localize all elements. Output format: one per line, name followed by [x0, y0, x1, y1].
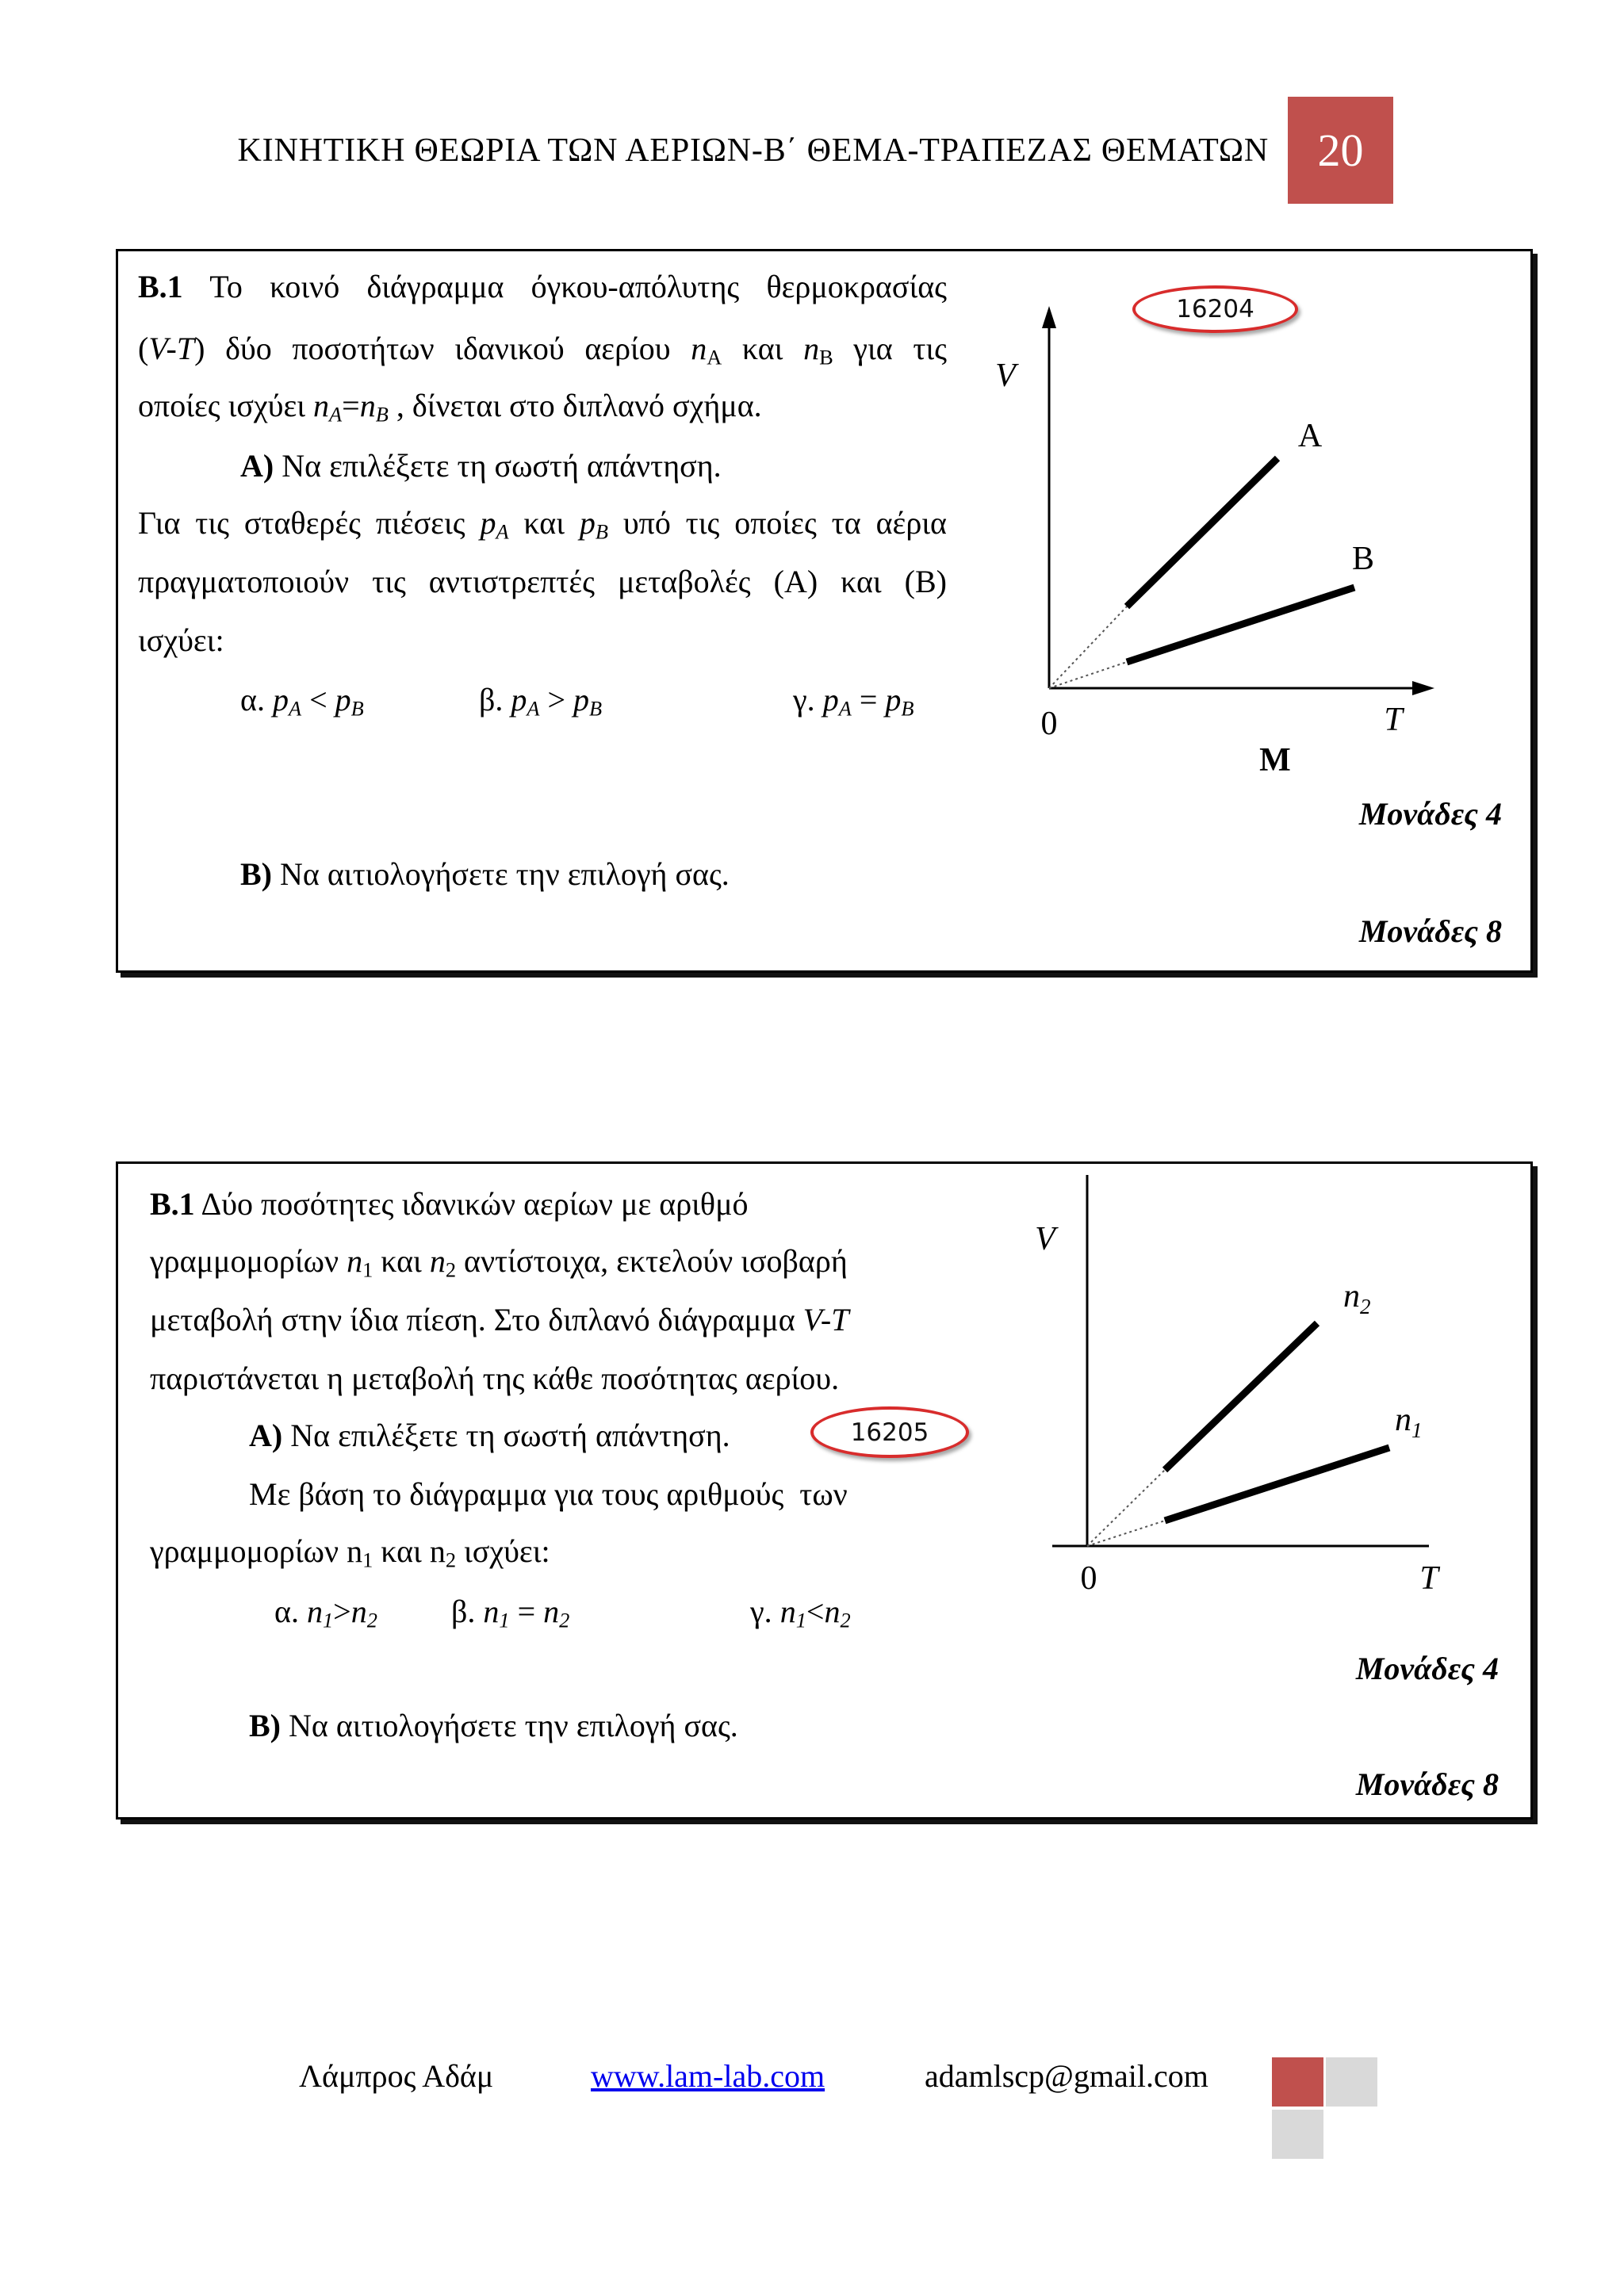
- option-label: γ.: [793, 682, 823, 718]
- y-axis-label: V: [995, 358, 1016, 394]
- text-run: =: [342, 388, 360, 423]
- symbol-p: p: [885, 682, 902, 718]
- line-b-label: B: [1351, 541, 1375, 577]
- part-a-label: Α): [249, 1418, 283, 1453]
- p2-line-1: [150, 1184, 749, 1224]
- text-run: και: [722, 331, 804, 366]
- option-label: β.: [451, 1594, 484, 1629]
- symbol-p: p: [822, 682, 839, 718]
- subscript-a: A: [496, 519, 509, 544]
- page-number: 20: [1317, 124, 1364, 176]
- line-n1-extrapolation: [1087, 1521, 1165, 1546]
- part-b-text: Να αιτιολογήσετε την επιλογή σας.: [272, 856, 730, 892]
- symbol-n: n: [306, 1594, 323, 1629]
- symbol-p: p: [480, 505, 496, 541]
- y-axis-arrow: [1042, 306, 1056, 328]
- subscript-2: 2: [366, 1608, 377, 1632]
- part-b-label: Β): [240, 856, 272, 892]
- p1-part-a: [240, 446, 722, 486]
- footer-email: adamlscp@gmail.com: [925, 2058, 1208, 2094]
- p1-part-b: [240, 855, 730, 894]
- p2-line-7: [150, 1532, 550, 1571]
- symbol-p: p: [272, 682, 289, 718]
- symbol-n: n: [347, 1533, 363, 1569]
- option-alpha: [274, 1592, 377, 1632]
- question-code: 16205: [850, 1418, 929, 1447]
- p2-part-a: [249, 1416, 730, 1456]
- text-run: ) δύο ποσοτήτων ιδανικού αερίου: [194, 331, 691, 366]
- text-run: αντίστοιχα, εκτελούν ισοβαρή: [456, 1243, 848, 1279]
- option-relation: >: [333, 1594, 351, 1629]
- figure-caption: M: [1259, 742, 1291, 779]
- subscript-b: B: [350, 696, 364, 721]
- subscript-b: B: [819, 345, 833, 369]
- option-label: α.: [274, 1594, 307, 1629]
- text-run: για τις: [833, 331, 948, 366]
- symbol-n: n: [350, 1594, 367, 1629]
- x-axis-label: T: [1384, 702, 1403, 738]
- line-b: [1127, 587, 1354, 662]
- marks-part-b: Μονάδες 8: [1358, 913, 1502, 949]
- y-axis-label: V: [1035, 1221, 1055, 1257]
- p1-line-6: πραγματοποιούν τις αντιστρεπτές μεταβολές (Α) και (Β): [138, 564, 947, 599]
- part-a-label: Α): [240, 448, 274, 484]
- text-run: (: [138, 331, 149, 366]
- footer-decor-square-gray: [1272, 2110, 1323, 2159]
- option-label: γ.: [750, 1594, 780, 1629]
- problem-label: Β.1: [138, 269, 183, 304]
- symbol-n: n: [313, 388, 330, 423]
- option-gamma: [750, 1592, 851, 1632]
- symbol-n: n: [543, 1594, 560, 1629]
- subscript-1: 1: [362, 1548, 373, 1572]
- p1-line-1: [138, 267, 947, 307]
- p2-line-6: Με βάση το διάγραμμα για τους αριθμούς των: [249, 1476, 848, 1512]
- option-relation: >: [539, 682, 574, 718]
- part-a-text: Να επιλέξετε τη σωστή απάντηση.: [282, 1418, 730, 1453]
- option-relation: =: [851, 682, 886, 718]
- line-n2-extrapolation: [1087, 1470, 1165, 1546]
- text-run: υπό τις οποίες τα αέρια: [607, 505, 948, 541]
- symbol-n: n: [691, 331, 707, 366]
- vt-diagram-1: [975, 293, 1459, 785]
- text-run: , δίνεται στο διπλανό σχήμα.: [388, 388, 762, 423]
- line-a-label: A: [1297, 418, 1323, 454]
- symbol-p: p: [511, 682, 527, 718]
- part-a-text: Να επιλέξετε τη σωστή απάντηση.: [274, 448, 722, 484]
- p2-line-4: παριστάνεται η μεταβολή της κάθε ποσότητας αερίου.: [150, 1360, 840, 1396]
- subscript-b: B: [375, 402, 389, 427]
- marks-part-b: Μονάδες 8: [1355, 1766, 1499, 1802]
- subscript-2: 2: [445, 1548, 457, 1572]
- p2-part-b: [249, 1706, 738, 1746]
- p1-line-3: [138, 386, 762, 426]
- text-run: και: [373, 1533, 430, 1569]
- x-axis-arrow: [1412, 681, 1434, 695]
- subscript-1: 1: [499, 1608, 510, 1632]
- p1-line-2: [138, 329, 947, 369]
- symbol-n: n: [429, 1533, 446, 1569]
- text-run: V-T: [802, 1302, 849, 1337]
- question-code: 16204: [1176, 295, 1254, 323]
- page-header-title: ΚΙΝΗΤΙΚΗ ΘΕΩΡΙΑ ΤΩΝ ΑΕΡΙΩΝ-Β΄ ΘΕΜΑ-ΤΡΑΠΕΖΑΣ ΘΕΜΑΤΩΝ: [237, 132, 1269, 169]
- p1-line-5: [138, 503, 947, 543]
- marks-part-a: Μονάδες 4: [1358, 796, 1502, 832]
- symbol-n: n: [483, 1594, 500, 1629]
- option-gamma: [793, 680, 914, 720]
- footer-decor-square-gray: [1326, 2057, 1377, 2107]
- subscript-1: 1: [795, 1608, 806, 1632]
- subscript-1: 1: [322, 1608, 334, 1632]
- option-alpha: [240, 680, 364, 720]
- subscript-2: 2: [1360, 1295, 1371, 1318]
- line-n2: [1165, 1323, 1317, 1470]
- footer-website-link[interactable]: www.lam-lab.com: [591, 2058, 825, 2094]
- subscript-1: 1: [1411, 1418, 1423, 1442]
- subscript-a: A: [288, 696, 302, 721]
- origin-label: 0: [1080, 1560, 1097, 1597]
- question-code-badge: [810, 1406, 969, 1458]
- option-relation: =: [509, 1594, 544, 1629]
- option-beta: [451, 1592, 569, 1632]
- symbol-n: n: [803, 331, 820, 366]
- symbol-n: n: [359, 388, 376, 423]
- symbol-n: n: [1343, 1278, 1360, 1314]
- symbol-p: p: [579, 505, 596, 541]
- marks-part-a: Μονάδες 4: [1355, 1651, 1499, 1686]
- origin-label: 0: [1040, 706, 1058, 742]
- subscript-b: B: [595, 519, 608, 544]
- symbol-n: n: [779, 1594, 796, 1629]
- x-axis-label: T: [1419, 1560, 1438, 1597]
- text-run: και: [373, 1243, 430, 1279]
- symbol-p: p: [573, 682, 590, 718]
- part-b-text: Να αιτιολογήσετε την επιλογή σας.: [281, 1708, 738, 1743]
- text-run: γραμμομορίων: [150, 1243, 347, 1279]
- subscript-2: 2: [445, 1257, 457, 1282]
- subscript-2: 2: [840, 1608, 851, 1632]
- symbol-n: n: [429, 1243, 446, 1279]
- text-run: μεταβολή στην ίδια πίεση. Στο διπλανό διάγραμμα: [150, 1302, 803, 1337]
- subscript-b: B: [901, 696, 914, 721]
- p2-line-2: [150, 1242, 848, 1281]
- subscript-a: A: [527, 696, 540, 721]
- subscript-a: A: [707, 345, 722, 369]
- symbol-n: n: [824, 1594, 841, 1629]
- text-run: οποίες ισχύει: [138, 388, 314, 423]
- option-label: α.: [240, 682, 273, 718]
- line-n1: [1165, 1448, 1389, 1521]
- symbol-n: n: [347, 1243, 363, 1279]
- subscript-1: 1: [362, 1257, 373, 1282]
- symbol-p: p: [335, 682, 351, 718]
- option-relation: <: [301, 682, 335, 718]
- problem-label: Β.1: [150, 1186, 195, 1222]
- text-run: Δύο ποσότητες ιδανικών αερίων με αριθμό: [194, 1186, 749, 1222]
- option-beta: [479, 680, 602, 720]
- text-run: ισχύει:: [456, 1533, 550, 1569]
- p1-line-7: ισχύει:: [138, 622, 224, 658]
- text-run: V-T: [148, 331, 195, 366]
- text-run: Το κοινό διάγραμμα όγκου-απόλυτης θερμοκρασίας: [182, 269, 947, 304]
- subscript-a: A: [329, 402, 343, 427]
- line-a: [1127, 458, 1277, 607]
- line-n1-label: [1395, 1402, 1423, 1442]
- line-n2-label: [1343, 1278, 1371, 1318]
- text-run: και: [508, 505, 580, 541]
- option-relation: <: [806, 1594, 825, 1629]
- symbol-n: n: [1395, 1402, 1411, 1438]
- part-b-label: Β): [249, 1708, 281, 1743]
- p2-line-3: [150, 1300, 848, 1340]
- footer-decor-square-red: [1272, 2057, 1323, 2107]
- page-number-badge: [1288, 97, 1393, 204]
- text-run: γραμμομορίων: [150, 1533, 347, 1569]
- subscript-b: B: [589, 696, 603, 721]
- subscript-a: A: [838, 696, 852, 721]
- footer-author: Λάμπρος Αδάμ: [299, 2058, 494, 2094]
- option-label: β.: [479, 682, 511, 718]
- vt-diagram-2: [1023, 1165, 1467, 1617]
- text-run: Για τις σταθερές πιέσεις: [138, 505, 481, 541]
- subscript-2: 2: [559, 1608, 570, 1632]
